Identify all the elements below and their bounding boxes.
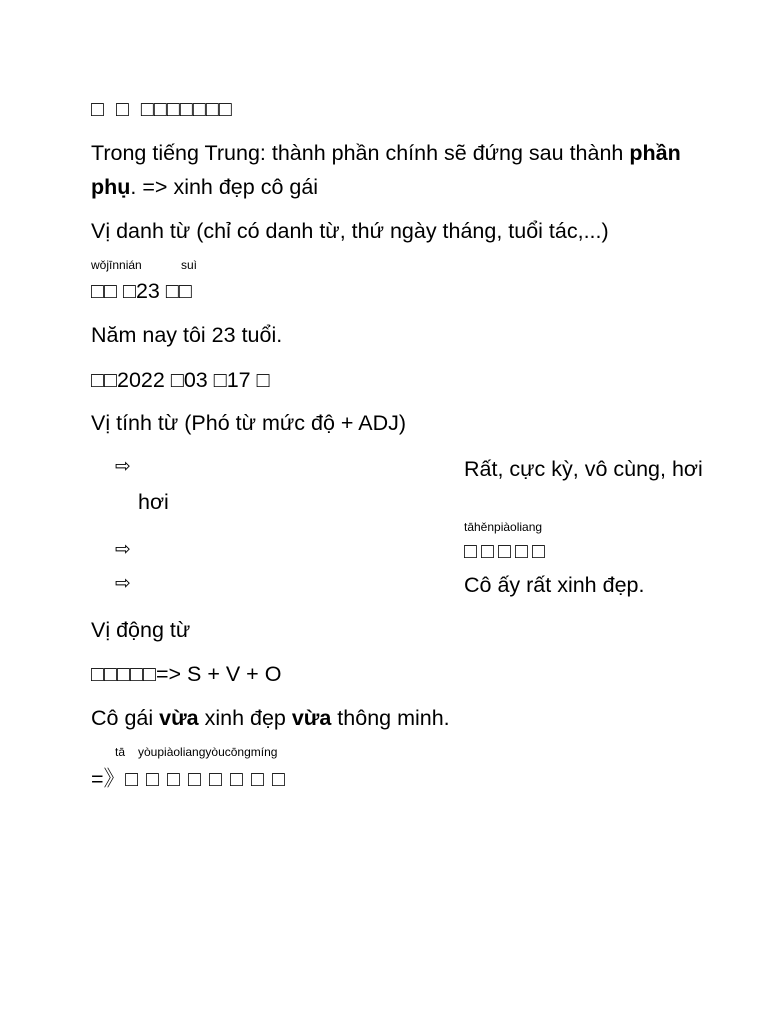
intro-line-1 xyxy=(91,139,681,167)
date-box-4: □ xyxy=(256,368,270,392)
noun-pinyin-2: suì xyxy=(181,258,198,272)
verb-predicate-title: Vị động từ xyxy=(91,618,191,642)
adj-adverbs-cont: hơi xyxy=(138,490,169,514)
intro-bold-2: phụ xyxy=(91,175,131,199)
final-example xyxy=(91,765,293,793)
final-pinyin-1: tā xyxy=(115,745,126,759)
date-year: 2022 xyxy=(116,368,165,392)
noun-example-number: 23 xyxy=(135,279,160,303)
final-prefix: =》 xyxy=(91,767,126,791)
intro-bold-1: phần xyxy=(629,141,681,165)
final-pinyin-2: yòupiàoliangyòucōngmíng xyxy=(138,745,278,759)
date-boxes-1: □□ xyxy=(91,368,117,392)
final-sentence xyxy=(91,704,450,732)
verb-formula-boxes: □□□□□ xyxy=(91,662,156,686)
adj-predicate-title: Vị tính từ (Phó từ mức độ + ADJ) xyxy=(91,411,407,435)
noun-translation: Năm nay tôi 23 tuổi. xyxy=(91,323,283,347)
noun-example xyxy=(91,277,192,305)
adj-adverbs: Rất, cực kỳ, vô cùng, hơi xyxy=(464,457,703,481)
date-month: 03 xyxy=(183,368,208,392)
adj-example: □□□□□ xyxy=(464,539,549,563)
final-example-boxes: □□□□□□□□ xyxy=(125,767,293,791)
heading-cjk-1: □ xyxy=(91,97,104,121)
noun-pinyin-1: wǒjīnnián xyxy=(91,258,142,272)
final-bold-2: vừa xyxy=(291,706,332,730)
final-text-3: thông minh. xyxy=(331,706,450,730)
intro-text-1: Trong tiếng Trung: thành phần chính sẽ đứng sau thành xyxy=(91,141,630,165)
arrow-icon: ⇨ xyxy=(115,539,131,560)
adj-pinyin: tāhěnpiàoliang xyxy=(464,520,543,534)
date-example xyxy=(91,366,270,394)
heading xyxy=(91,95,232,123)
heading-cjk-3: □□□□□□□ xyxy=(140,97,232,121)
final-bold-1: vừa xyxy=(159,706,199,730)
noun-example-boxes-1: □□ xyxy=(91,279,117,303)
noun-predicate-title: Vị danh từ (chỉ có danh từ, thứ ngày tháng, tuổi tác,...) xyxy=(91,219,609,243)
verb-formula xyxy=(91,660,281,688)
date-day: 17 xyxy=(226,368,251,392)
arrow-icon: ⇨ xyxy=(115,573,131,594)
arrow-icon: ⇨ xyxy=(115,456,131,477)
noun-example-boxes-2: □ xyxy=(122,279,136,303)
noun-example-boxes-3: □□ xyxy=(165,279,192,303)
final-text-1: Cô gái xyxy=(91,706,160,730)
date-box-3: □ xyxy=(213,368,227,392)
adj-translation: Cô ấy rất xinh đẹp. xyxy=(464,573,645,597)
verb-formula-text: => S + V + O xyxy=(155,662,282,686)
intro-line-2 xyxy=(91,173,318,201)
intro-text-2: . => xinh đẹp cô gái xyxy=(130,175,319,199)
heading-cjk-2: □ xyxy=(115,97,129,121)
date-box-2: □ xyxy=(170,368,184,392)
final-text-2: xinh đẹp xyxy=(198,706,292,730)
